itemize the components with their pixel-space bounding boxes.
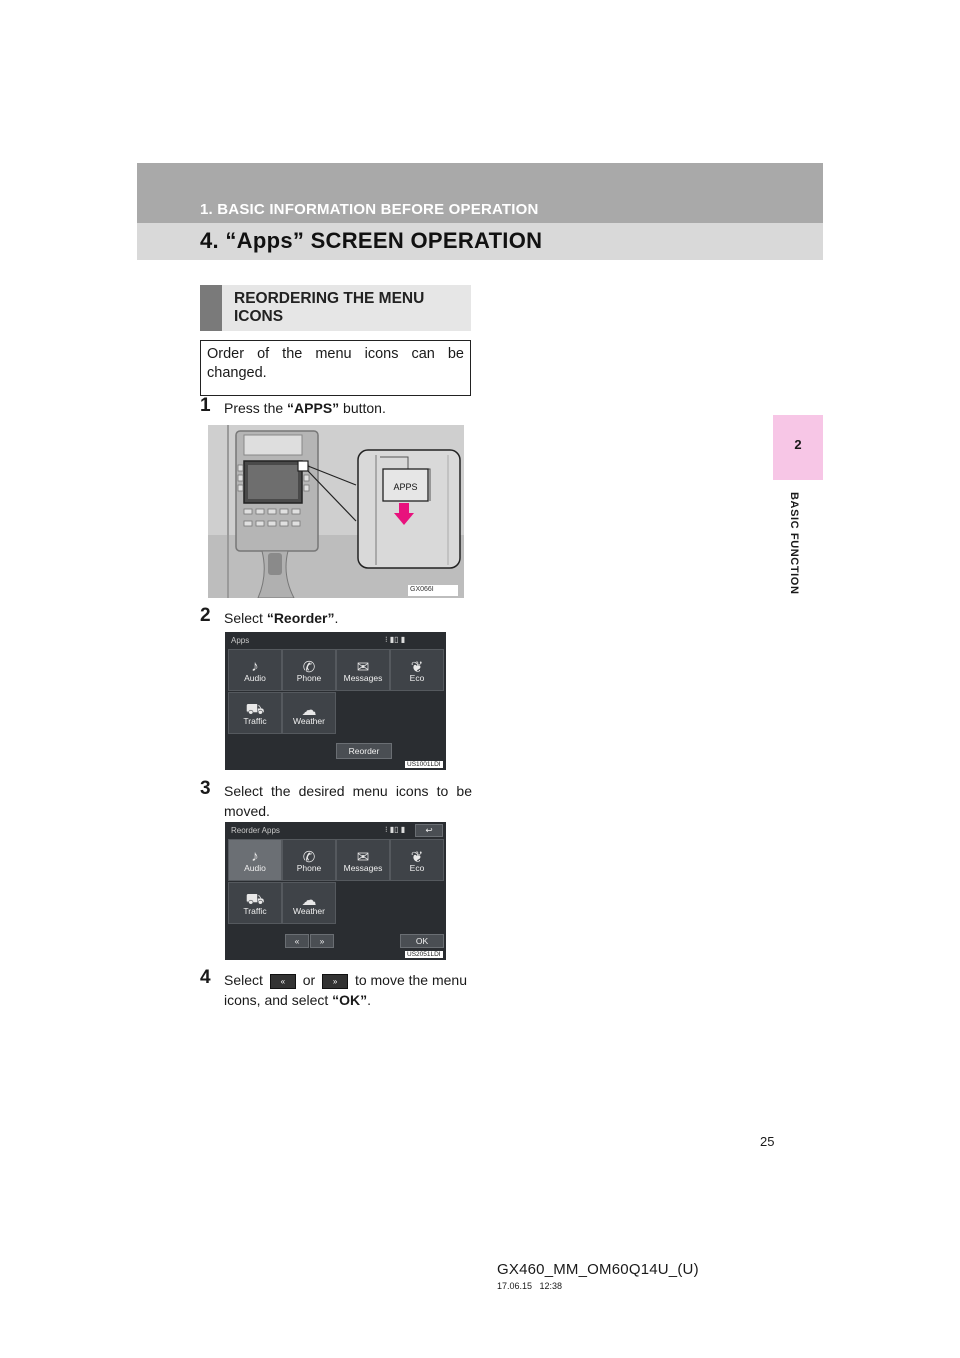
apps-button-label: APPS bbox=[393, 482, 418, 492]
footer-doc-id: GX460_MM_OM60Q14U_(U) bbox=[497, 1261, 699, 1278]
tile-messages[interactable]: ✉ Messages bbox=[336, 649, 390, 691]
back-button[interactable]: ↩ bbox=[415, 824, 443, 837]
chapter-tab-label: BASIC FUNCTION bbox=[788, 492, 800, 595]
leaf-icon: ❦ bbox=[410, 659, 424, 676]
music-note-icon: ♪ bbox=[251, 848, 259, 865]
chapter-tab-label-wrap bbox=[784, 492, 804, 612]
chapter-tab-number: 2 bbox=[794, 437, 802, 452]
reorder-screen bbox=[225, 822, 446, 960]
envelope-icon: ✉ bbox=[356, 849, 370, 866]
figure-3-code: US2051LDI bbox=[407, 951, 441, 958]
tile-audio[interactable]: ♪ Audio bbox=[228, 649, 282, 691]
tile-eco[interactable]: ❦ Eco bbox=[390, 649, 444, 691]
figure-1-code: GX066I bbox=[410, 586, 434, 593]
tile-phone[interactable]: ✆ Phone bbox=[282, 649, 336, 691]
footer-timestamp: 17.06.15 12:38 bbox=[497, 1281, 563, 1291]
leaf-icon: ❦ bbox=[410, 849, 424, 866]
tile-audio-selected[interactable]: ♪ Audio bbox=[228, 839, 282, 881]
step-2-number: 2 bbox=[200, 605, 211, 626]
section-title: 4. “Apps” SCREEN OPERATION bbox=[200, 228, 543, 253]
tile-weather[interactable]: ☁ Weather bbox=[282, 882, 336, 924]
subsection-title: REORDERING THE MENU ICONS bbox=[234, 290, 425, 325]
intro-box: Order of the menu icons can be changed. bbox=[200, 340, 471, 396]
move-right-button[interactable]: » bbox=[310, 934, 334, 948]
apps-screen-title: Apps bbox=[231, 636, 250, 645]
chapter-title: 1. BASIC INFORMATION BEFORE OPERATION bbox=[200, 201, 539, 218]
tile-phone[interactable]: ✆ Phone bbox=[282, 839, 336, 881]
page-number: 25 bbox=[760, 1134, 775, 1149]
tile-weather[interactable]: ☁ Weather bbox=[282, 692, 336, 734]
tile-traffic[interactable]: ⛟ Traffic bbox=[228, 692, 282, 734]
step-2-text: Select “Reorder”. bbox=[224, 610, 339, 626]
move-left-button[interactable]: « bbox=[285, 934, 309, 948]
traffic-icon: ⛟ bbox=[245, 701, 265, 718]
traffic-icon: ⛟ bbox=[245, 891, 265, 908]
step-3-number: 3 bbox=[200, 778, 211, 799]
tile-traffic[interactable]: ⛟ Traffic bbox=[228, 882, 282, 924]
apps-screen bbox=[225, 632, 446, 770]
weather-icon: ☁ bbox=[301, 702, 317, 719]
tile-eco[interactable]: ❦ Eco bbox=[390, 839, 444, 881]
step-1-number: 1 bbox=[200, 395, 211, 416]
dashboard-illustration bbox=[208, 425, 464, 598]
step-4-text: Select « or » to move the menu icons, and select “OK”. bbox=[224, 972, 467, 1008]
tile-messages[interactable]: ✉ Messages bbox=[336, 839, 390, 881]
step-4-number: 4 bbox=[200, 967, 211, 988]
phone-icon: ✆ bbox=[302, 659, 316, 676]
move-right-inline-icon: » bbox=[322, 974, 348, 989]
step-1-text: Press the “APPS” button. bbox=[224, 400, 386, 416]
subsection-marker bbox=[200, 285, 222, 331]
weather-icon: ☁ bbox=[301, 892, 317, 909]
status-icons: ⁝ ▮▯ ▮ bbox=[385, 825, 406, 834]
envelope-icon: ✉ bbox=[356, 659, 370, 676]
figure-2-code: US1001LDI bbox=[407, 761, 441, 768]
ok-button[interactable]: OK bbox=[400, 934, 444, 948]
move-left-inline-icon: « bbox=[270, 974, 296, 989]
status-icons: ⁝ ▮▯ ▮ bbox=[385, 635, 406, 644]
reorder-button[interactable]: Reorder bbox=[336, 743, 392, 759]
step-3-text: Select the desired menu icons to be moved. bbox=[224, 783, 472, 819]
figure-dashboard bbox=[208, 425, 464, 598]
phone-icon: ✆ bbox=[302, 849, 316, 866]
music-note-icon: ♪ bbox=[251, 658, 259, 675]
reorder-screen-title: Reorder Apps bbox=[231, 826, 280, 835]
